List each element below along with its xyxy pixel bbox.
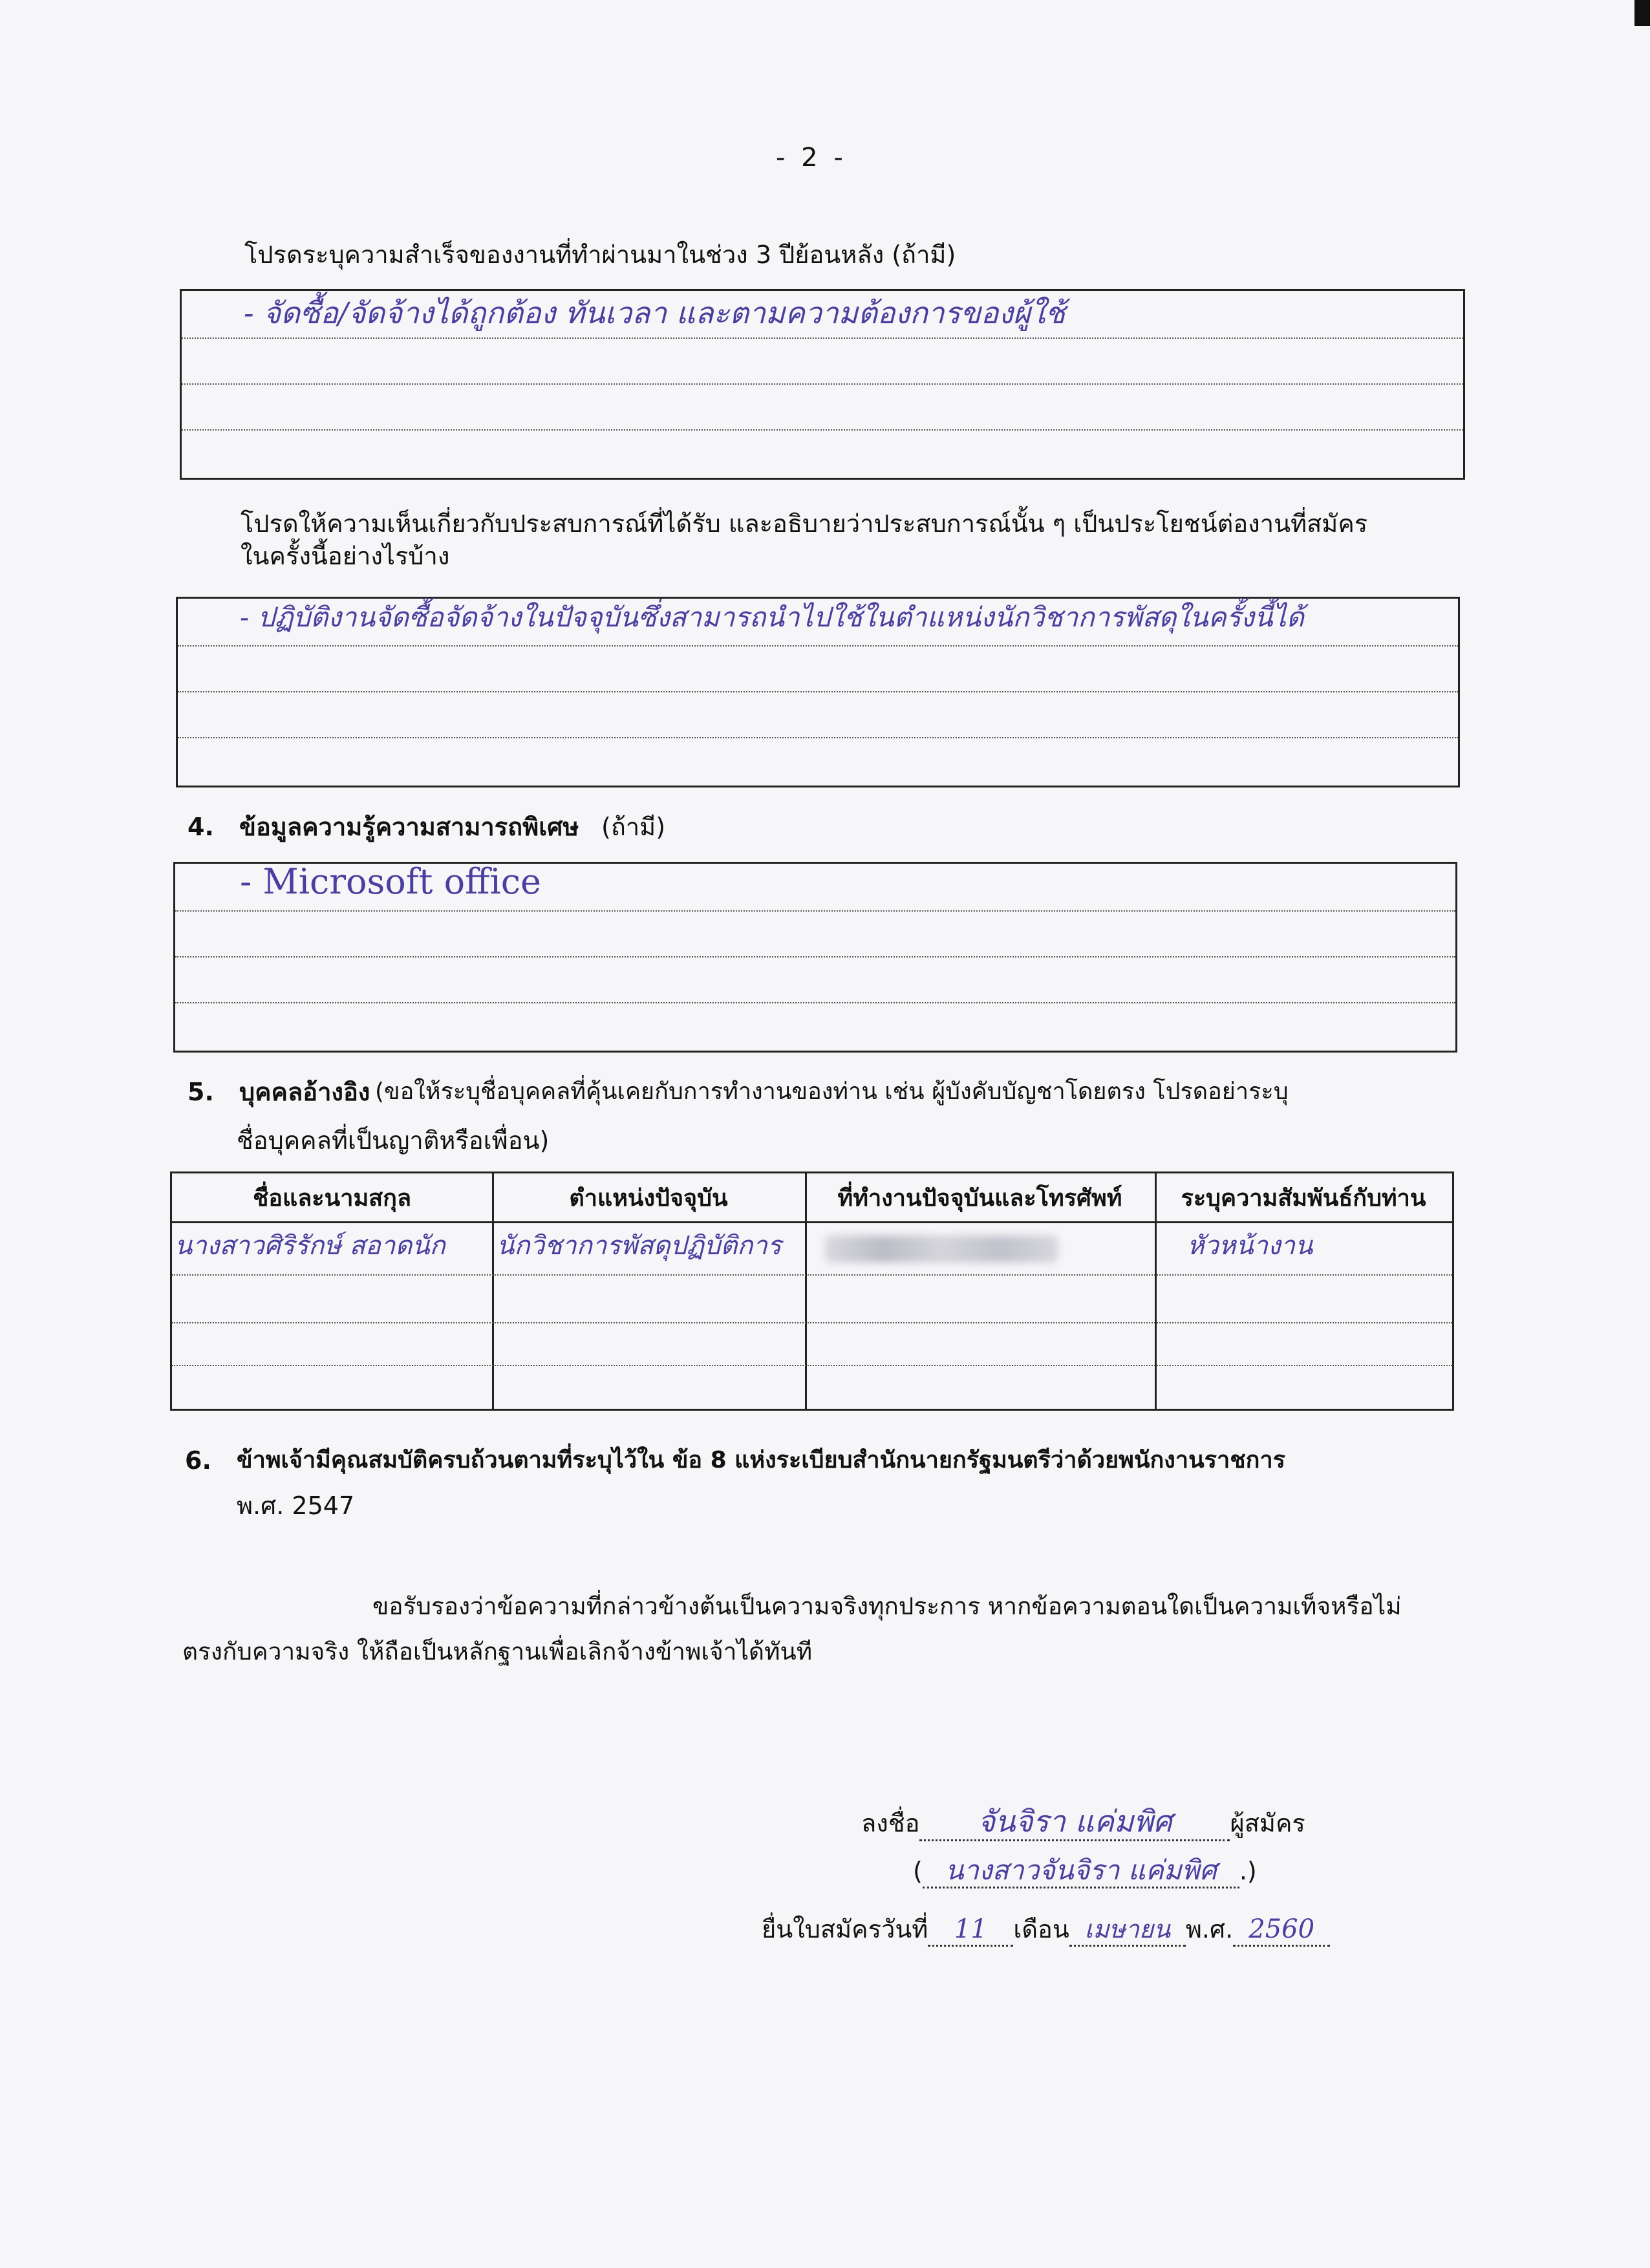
certification-line1: ขอรับรองว่าข้อความที่กล่าวข้างต้นเป็นความจริงทุกประการ หากข้อความตอนใดเป็นความเท็จหรือไม่ bbox=[372, 1592, 1402, 1620]
table-header-name: ชื่อและนามสกุล bbox=[252, 1184, 412, 1212]
achievements-prompt: โปรดระบุความสำเร็จของงานที่ทำผ่านมาในช่วง 3 ปีย้อนหลัง (ถ้ามี) bbox=[244, 241, 956, 269]
ruled-line bbox=[182, 337, 1463, 339]
table-row-1-name[interactable]: นางสาวศิริรักษ์ สอาดนัก bbox=[175, 1231, 445, 1261]
section4-number: 4. bbox=[188, 813, 214, 841]
section5-line2: ชื่อบุคคลที่เป็นญาติหรือเพื่อน) bbox=[237, 1126, 550, 1155]
section5-line1-rest: (ขอให้ระบุชื่อบุคคลที่คุ้นเคยกับการทำงานของท่าน เช่น ผู้บังคับบัญชาโดยตรง โปรดอย่าระบุ bbox=[375, 1078, 1289, 1105]
section6-line2: พ.ศ. 2547 bbox=[237, 1492, 355, 1520]
day-value: 11 bbox=[954, 1914, 987, 1944]
ruled-line bbox=[178, 737, 1458, 738]
ruled-line bbox=[182, 383, 1463, 385]
year-label: พ.ศ. bbox=[1185, 1915, 1234, 1943]
row-divider bbox=[172, 1274, 1452, 1276]
full-name-text: นางสาวจันจิรา แค่มพิศ bbox=[945, 1854, 1217, 1886]
section5-title: บุคคลอ้างอิง bbox=[239, 1078, 370, 1106]
section4-title-suffix: (ถ้ามี) bbox=[601, 813, 666, 841]
redacted-phone bbox=[825, 1236, 1058, 1263]
year-value: 2560 bbox=[1248, 1914, 1315, 1944]
month-label: เดือน bbox=[1013, 1915, 1069, 1943]
ruled-line bbox=[178, 691, 1458, 692]
row-divider bbox=[172, 1365, 1452, 1366]
certification-line2: ตรงกับความจริง ให้ถือเป็นหลักฐานเพื่อเลิกจ้างข้าพเจ้าได้ทันที bbox=[182, 1638, 813, 1665]
signature-text: จันจิรา แค่มพิศ bbox=[978, 1804, 1172, 1839]
day-field[interactable] bbox=[928, 1914, 1013, 1947]
ruled-line bbox=[182, 429, 1463, 431]
experience-prompt-line2: ในครั้งนี้อย่างไรบ้าง bbox=[241, 542, 450, 570]
section6-number: 6. bbox=[185, 1446, 211, 1475]
ruled-line bbox=[175, 1002, 1455, 1003]
experience-answer-text: - ปฏิบัติงานจัดซื้อจัดจ้างในปัจจุบันซึ่งสามารถนำไปใช้ในตำแหน่งนักวิชาการพัสดุในครั้งนี้ได้ bbox=[240, 601, 1304, 633]
date-row bbox=[762, 1914, 1330, 1947]
signature-field[interactable] bbox=[919, 1804, 1230, 1841]
table-header-workplace-phone: ที่ทำงานปัจจุบันและโทรศัพท์ bbox=[837, 1184, 1122, 1212]
scan-edge-mark bbox=[1634, 0, 1650, 26]
section6-line1: ข้าพเจ้ามีคุณสมบัติครบถ้วนตามที่ระบุไว้ใน ข้อ 8 แห่งระเบียบสำนักนายกรัฐมนตรีว่าด้วยพนักงานราชการ bbox=[237, 1447, 1286, 1473]
table-header-position: ตำแหน่งปัจจุบัน bbox=[569, 1184, 728, 1212]
sign-label: ลงชื่อ bbox=[861, 1809, 920, 1837]
reference-table bbox=[170, 1171, 1454, 1411]
open-paren: ( bbox=[913, 1857, 923, 1885]
month-field[interactable] bbox=[1069, 1915, 1186, 1947]
achievements-answer-box[interactable] bbox=[180, 289, 1465, 480]
name-row bbox=[913, 1854, 1257, 1888]
ruled-line bbox=[175, 910, 1455, 912]
ruled-line bbox=[178, 645, 1458, 647]
applicant-label: ผู้สมัคร bbox=[1230, 1809, 1305, 1837]
table-row-1-relationship[interactable]: หัวหน้างาน bbox=[1187, 1231, 1313, 1261]
full-name-field[interactable] bbox=[923, 1854, 1239, 1888]
experience-answer-box[interactable] bbox=[176, 597, 1460, 787]
ruled-line bbox=[175, 956, 1455, 957]
section5-number: 5. bbox=[188, 1078, 214, 1106]
table-row-1-position[interactable]: นักวิชาการพัสดุปฏิบัติการ bbox=[497, 1231, 782, 1261]
row-divider bbox=[172, 1322, 1452, 1323]
close-paren: .) bbox=[1239, 1857, 1257, 1885]
experience-prompt-line1: โปรดให้ความเห็นเกี่ยวกับประสบการณ์ที่ได้รับ และอธิบายว่าประสบการณ์นั้น ๆ เป็นประโยชน์ต่องานที่สมัคร bbox=[241, 509, 1368, 538]
page-number: - 2 - bbox=[776, 143, 847, 173]
year-field[interactable] bbox=[1233, 1914, 1330, 1947]
special-skills-box[interactable] bbox=[173, 862, 1457, 1053]
date-label: ยื่นใบสมัครวันที่ bbox=[762, 1915, 928, 1943]
month-value: เมษายน bbox=[1084, 1915, 1171, 1943]
special-skills-text: - Microsoft office bbox=[240, 861, 541, 902]
sign-row bbox=[861, 1804, 1305, 1841]
section4-title: ข้อมูลความรู้ความสามารถพิเศษ bbox=[239, 813, 579, 841]
table-header-relationship: ระบุความสัมพันธ์กับท่าน bbox=[1181, 1184, 1426, 1212]
achievements-answer-text: - จัดซื้อ/จัดจ้างได้ถูกต้อง ทันเวลา และตามความต้องการของผู้ใช้ bbox=[244, 295, 1066, 330]
